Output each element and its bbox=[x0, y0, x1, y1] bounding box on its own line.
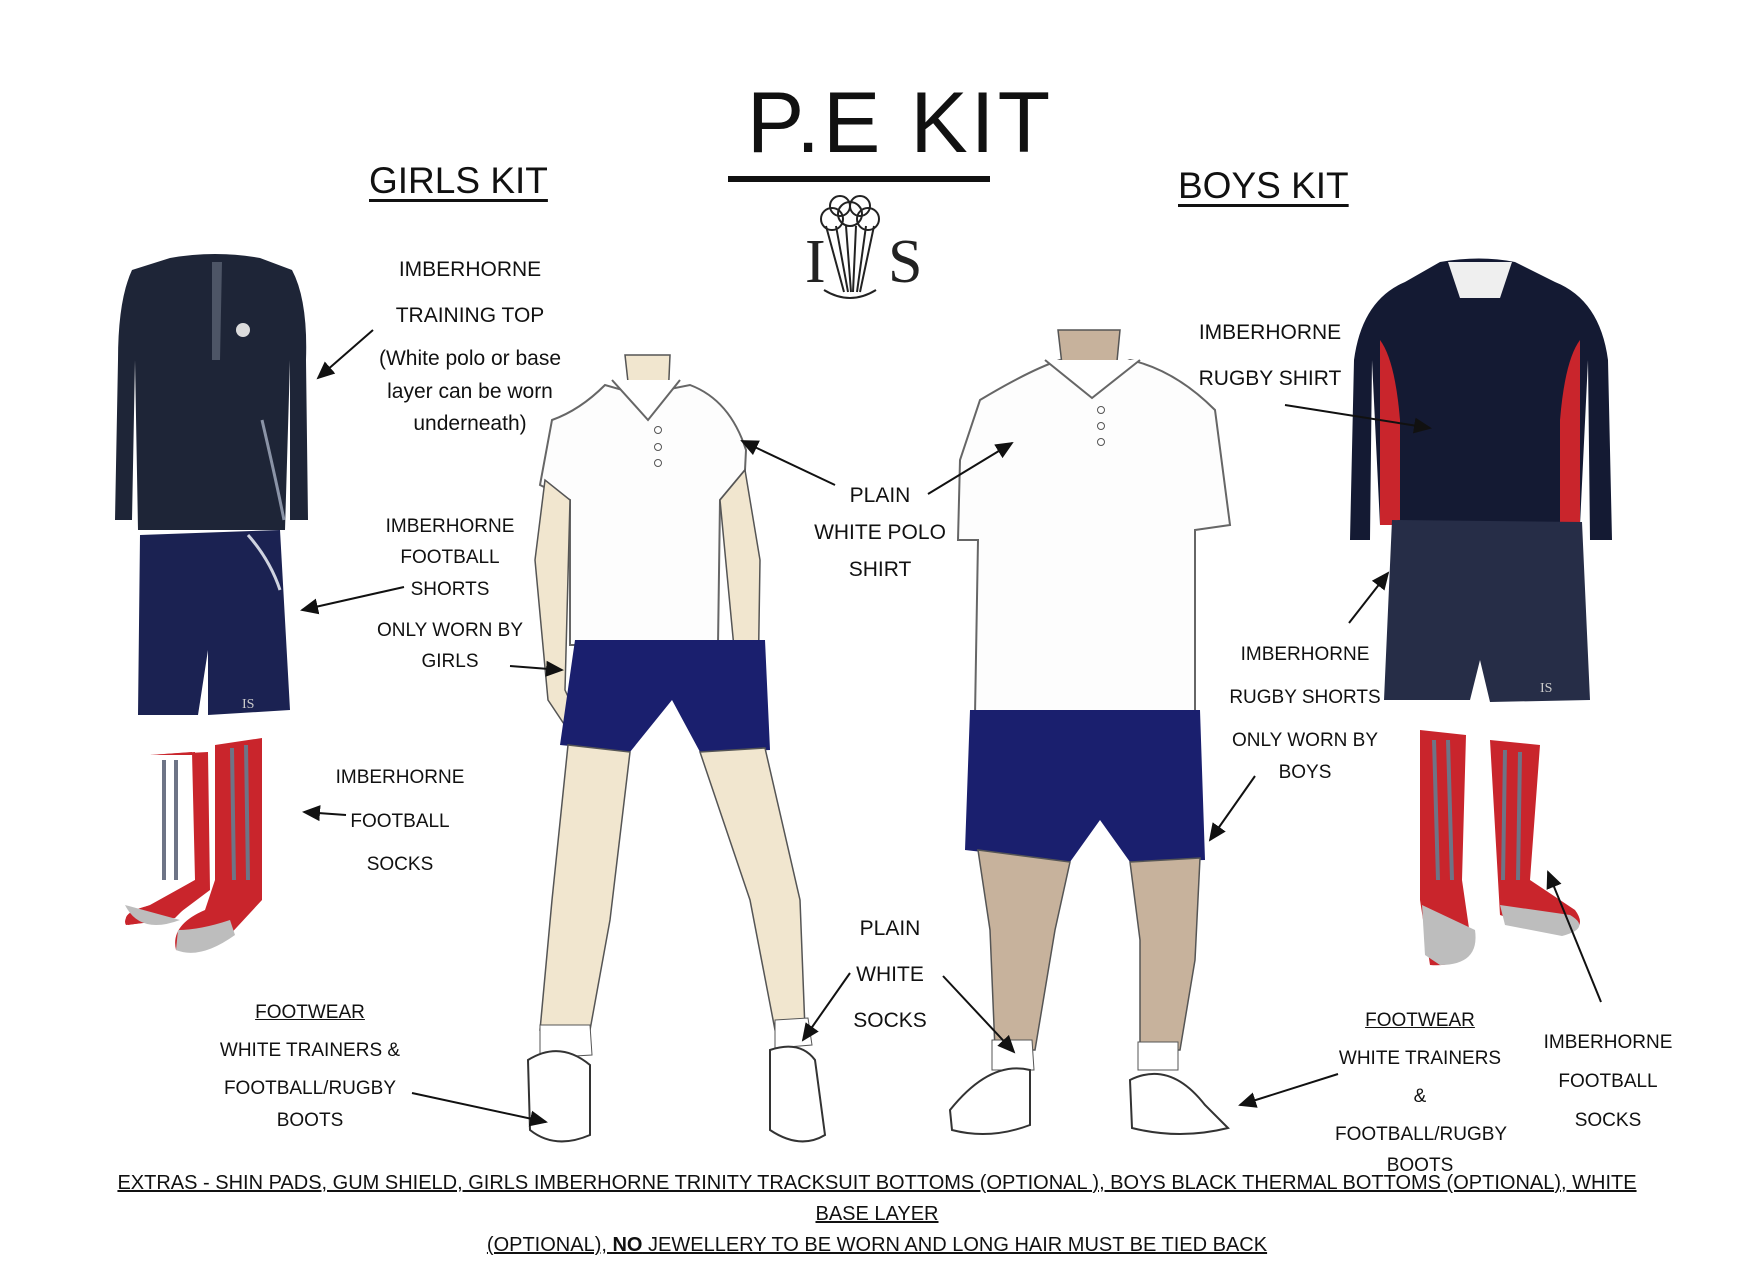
girls-football-shorts-label: IMBERHORNE FOOTBALL SHORTS bbox=[385, 516, 515, 600]
girls-football-socks-label: IMBERHORNE FOOTBALL SOCKS bbox=[335, 767, 465, 876]
extras-note-line2: (OPTIONAL), NO JEWELLERY TO BE WORN AND LONG HAIR MUST BE TIED BACK bbox=[486, 1234, 1268, 1256]
page-title: P.E KIT bbox=[746, 75, 1054, 171]
boys-kit-heading: BOYS KIT bbox=[1178, 165, 1349, 206]
svg-text:I: I bbox=[805, 228, 826, 296]
girls-only-worn-label: ONLY WORN BY GIRLS bbox=[376, 620, 524, 673]
boys-football-socks-label: IMBERHORNE FOOTBALL SOCKS bbox=[1543, 1032, 1673, 1131]
boys-rugby-shirt-label: IMBERHORNE RUGBY SHIRT bbox=[1198, 321, 1342, 391]
girls-football-shorts-image bbox=[138, 530, 290, 715]
boys-rugby-shorts-label: IMBERHORNE RUGBY SHORTS ONLY WORN BY BOYS bbox=[1229, 644, 1381, 784]
girls-training-top-image bbox=[115, 254, 308, 530]
girls-football-socks-image bbox=[125, 738, 262, 953]
boys-rugby-shirt-image bbox=[1350, 259, 1612, 541]
girl-figure-image bbox=[528, 355, 825, 1141]
plain-white-socks-label: PLAIN WHITE SOCKS bbox=[853, 917, 927, 1033]
boys-football-socks-image bbox=[1420, 730, 1580, 965]
plain-white-polo-label: PLAIN WHITE POLO SHIRT bbox=[814, 484, 946, 581]
feathers-crest-icon bbox=[805, 196, 922, 298]
title-underline bbox=[728, 176, 990, 182]
girls-kit-heading: GIRLS KIT bbox=[369, 160, 548, 201]
girls-footwear-label: FOOTWEAR WHITE TRAINERS & FOOTBALL/RUGBY BOOTS bbox=[219, 1002, 401, 1131]
extras-note: EXTRAS - SHIN PADS, GUM SHIELD, GIRLS IMBERHORNE TRINITY TRACKSUIT BOTTOMS (OPTIONAL ), BOYS BLACK THERMAL BOTTOMS (OPTIONAL), WHITE BASE LAYER (OPTIONAL), NO JEWELLERY TO BE WORN AND LONG HAIR MUST BE TIED BACK bbox=[90, 1168, 1664, 1261]
svg-text:S: S bbox=[888, 228, 923, 296]
girls-training-top-label: IMBERHORNE TRAINING TOP (White polo or base layer can be worn underneath) bbox=[378, 258, 562, 436]
boys-rugby-shorts-image bbox=[1384, 520, 1590, 702]
svg-text:IS: IS bbox=[242, 697, 255, 712]
boys-footwear-label: FOOTWEAR WHITE TRAINERS & FOOTBALL/RUGBY BOOTS bbox=[1335, 1010, 1508, 1176]
boy-figure-image bbox=[950, 330, 1230, 1134]
svg-text:IS: IS bbox=[1540, 681, 1553, 696]
